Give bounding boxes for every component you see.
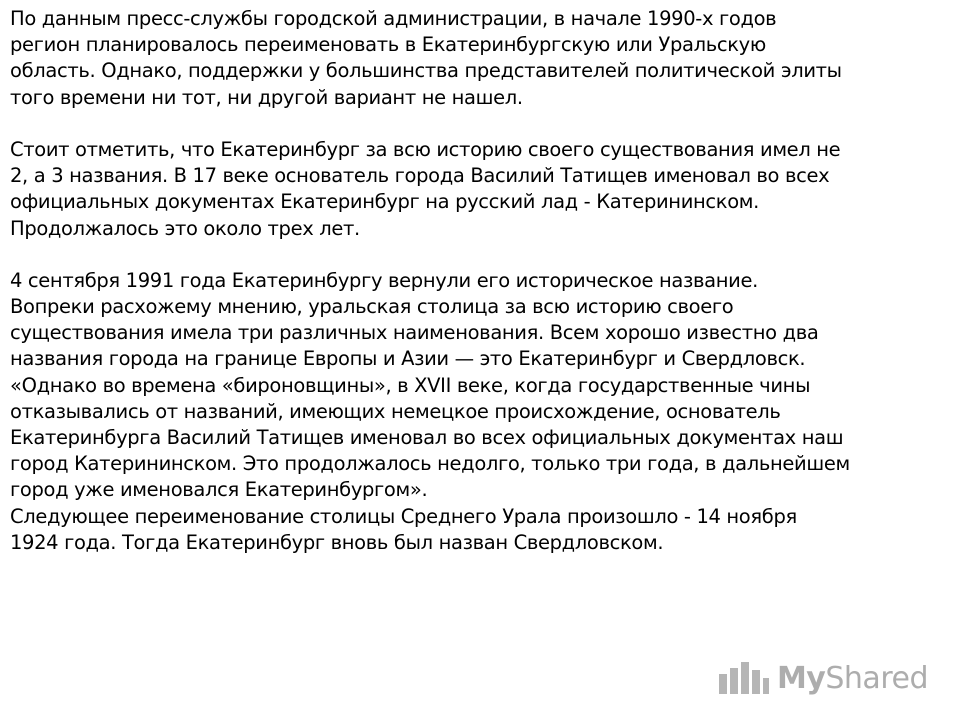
myshared-logo-icon xyxy=(717,660,771,696)
text-line: 2, а 3 названия. В 17 веке основатель города Василий Татищев именовал во всех xyxy=(10,164,830,188)
text-line: город уже именовался Екатеринбургом». xyxy=(10,478,428,502)
myshared-watermark xyxy=(717,660,928,696)
watermark-text-shared: Shared xyxy=(825,660,928,696)
paragraph-3 xyxy=(10,268,950,556)
text-line: По данным пресс-службы городской администрации, в начале 1990-х годов xyxy=(10,7,777,30)
watermark-text xyxy=(777,661,928,696)
document-text xyxy=(10,6,950,556)
text-line: того времени ни тот, ни другой вариант не нашел. xyxy=(10,85,523,109)
text-line: названия города на границе Европы и Азии — это Екатеринбург и Свердловск. xyxy=(10,347,806,371)
paragraph-gap xyxy=(10,111,950,137)
text-line: Продолжалось это около трех лет. xyxy=(10,216,360,240)
text-line: Следующее переименование столицы Среднего Урала произошло - 14 ноября xyxy=(10,504,797,528)
watermark-text-my: My xyxy=(776,660,826,696)
text-line: область. Однако, поддержки у большинства представителей политической элиты xyxy=(10,59,842,83)
text-line: регион планировалось переименовать в Екатеринбургскую или Уральскую xyxy=(10,33,766,57)
paragraph-2 xyxy=(10,137,950,242)
text-line: Вопреки расхожему мнению, уральская столица за всю историю своего xyxy=(10,295,734,319)
text-line: 1924 года. Тогда Екатеринбург вновь был назван Свердловском. xyxy=(10,530,664,554)
text-line: отказывались от названий, имеющих немецкое происхождение, основатель xyxy=(10,399,781,423)
paragraph-1 xyxy=(10,6,950,111)
paragraph-gap xyxy=(10,242,950,268)
text-line: официальных документах Екатеринбург на русский лад - Катерининском. xyxy=(10,190,760,214)
text-line: Стоит отметить, что Екатеринбург за всю историю своего существования имел не xyxy=(10,137,841,161)
text-line: 4 сентября 1991 года Екатеринбургу вернули его историческое название. xyxy=(10,268,758,292)
text-line: существования имела три различных наименования. Всем хорошо известно два xyxy=(10,321,819,345)
text-line: город Катерининском. Это продолжалось недолго, только три года, в дальнейшем xyxy=(10,452,850,476)
text-line: Екатеринбурга Василий Татищев именовал во всех официальных документах наш xyxy=(10,426,844,449)
text-line: «Однако во времена «бироновщины», в XVII веке, когда государственные чины xyxy=(10,373,811,397)
